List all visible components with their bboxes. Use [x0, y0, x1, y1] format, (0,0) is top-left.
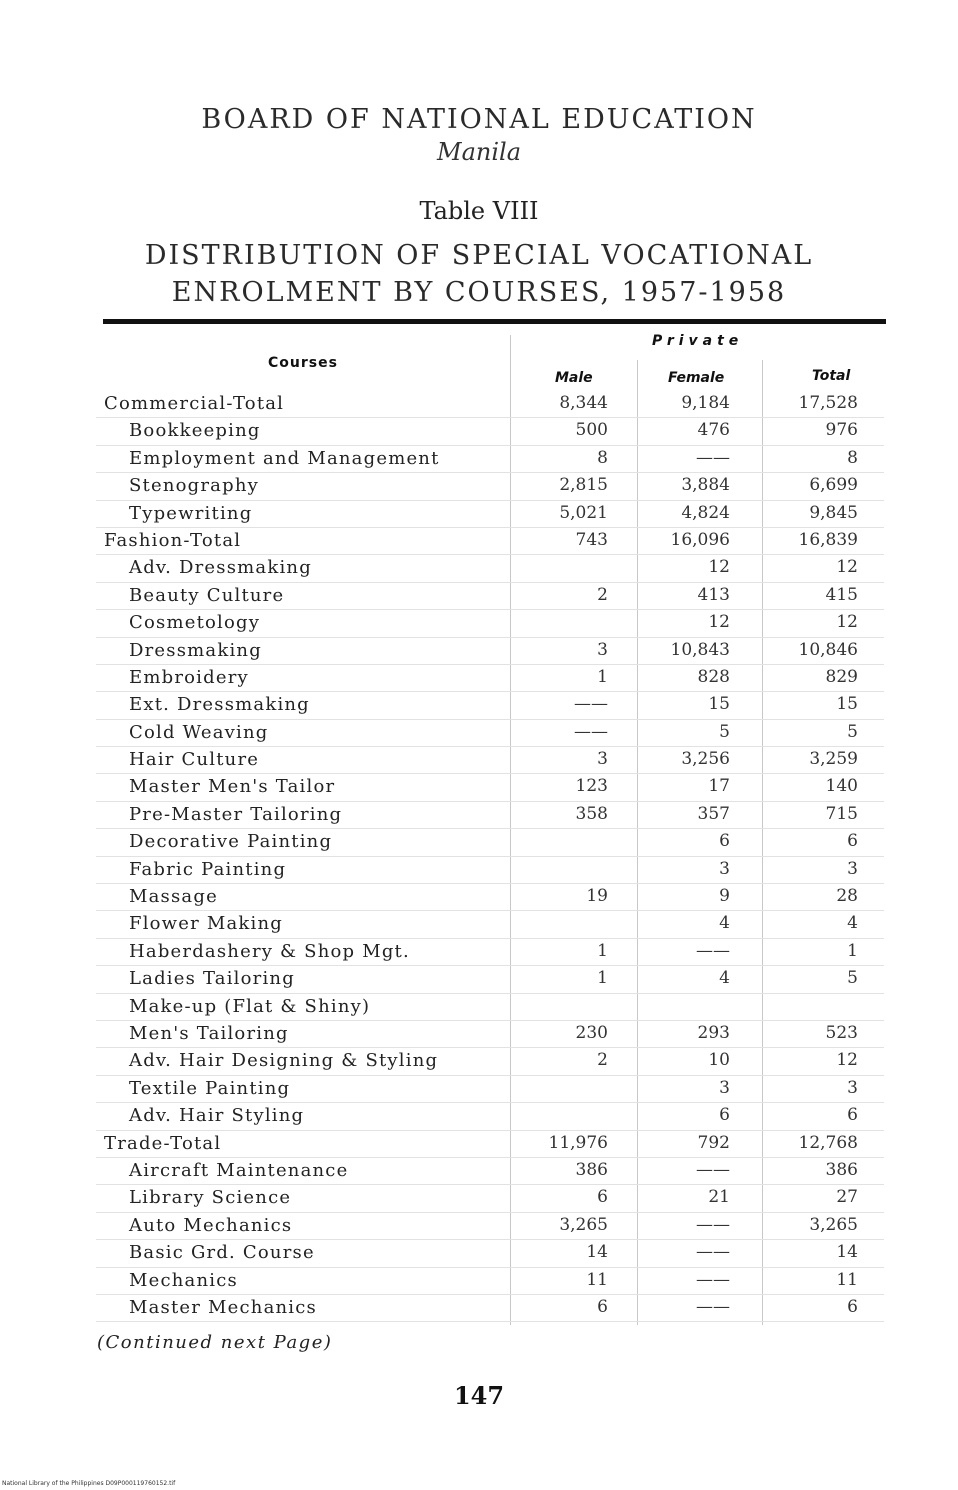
total-value: 12: [836, 1050, 858, 1071]
female-value: 4: [719, 968, 730, 989]
total-value: 415: [825, 584, 858, 605]
total-value: 6: [847, 1296, 858, 1317]
male-value: 6: [597, 1187, 608, 1208]
page-number: 147: [453, 1381, 505, 1410]
total-value: 11: [836, 1269, 858, 1290]
table-row: [0, 802, 958, 829]
male-value: 358: [575, 803, 608, 824]
column-group-private: Private: [652, 333, 744, 349]
male-value: 3: [597, 749, 608, 770]
female-value: 16,096: [670, 529, 730, 550]
total-value: 6,699: [809, 475, 858, 496]
total-value: 8: [847, 447, 858, 468]
course-name: Library Science: [129, 1187, 292, 1209]
total-value: 9,845: [809, 502, 858, 523]
city-subheading: Manila: [437, 138, 521, 166]
male-value: 19: [586, 886, 608, 907]
female-value: ——: [696, 1159, 730, 1180]
female-value: 3,256: [681, 749, 730, 770]
total-value: 386: [825, 1159, 858, 1180]
course-name: Trade-Total: [104, 1132, 222, 1154]
male-value: ——: [574, 694, 608, 715]
row-divider: [96, 1321, 884, 1322]
total-value: 12: [836, 612, 858, 633]
total-value: 3,259: [809, 749, 858, 770]
total-value: 140: [825, 776, 858, 797]
scan-credit: National Library of the Philippines D09P000119760152.tif: [2, 1480, 176, 1487]
table-row: [0, 1295, 958, 1322]
table-row: [0, 1048, 958, 1075]
table-number: Table VIII: [419, 197, 539, 225]
male-value: 1: [597, 666, 608, 687]
course-name: Massage: [129, 886, 218, 908]
male-value: 230: [575, 1022, 608, 1043]
course-name: Auto Mechanics: [129, 1214, 293, 1236]
total-value: 28: [836, 886, 858, 907]
table-row: [0, 446, 958, 473]
total-value: 3: [847, 858, 858, 879]
female-value: 357: [697, 803, 730, 824]
table-row: [0, 720, 958, 747]
enrolment-table: [0, 391, 958, 1322]
course-name: Dressmaking: [129, 639, 262, 661]
table-row: [0, 418, 958, 445]
course-name: Cold Weaving: [129, 721, 269, 743]
course-name: Adv. Hair Designing & Styling: [129, 1050, 439, 1072]
table-row: [0, 747, 958, 774]
male-value: 5,021: [559, 502, 608, 523]
table-row: [0, 1268, 958, 1295]
total-value: 12,768: [798, 1132, 858, 1153]
total-value: 27: [836, 1187, 858, 1208]
course-name: Aircraft Maintenance: [129, 1159, 349, 1181]
table-row: [0, 966, 958, 993]
total-value: 5: [847, 968, 858, 989]
course-name: Hair Culture: [129, 749, 260, 771]
female-value: 476: [697, 420, 730, 441]
table-row: [0, 391, 958, 418]
total-value: 3: [847, 1077, 858, 1098]
female-value: 12: [708, 612, 730, 633]
female-value: 6: [719, 831, 730, 852]
total-value: 5: [847, 721, 858, 742]
course-name: Bookkeeping: [129, 420, 261, 442]
female-value: ——: [696, 940, 730, 961]
course-name: Decorative Painting: [129, 831, 333, 853]
course-name: Stenography: [129, 475, 259, 497]
column-header-courses: Courses: [268, 355, 338, 371]
table-row: [0, 610, 958, 637]
female-value: 828: [697, 666, 730, 687]
male-value: ——: [574, 721, 608, 742]
male-value: 1: [597, 940, 608, 961]
table-row: [0, 1158, 958, 1185]
course-name: Adv. Dressmaking: [129, 557, 312, 579]
table-row: [0, 857, 958, 884]
female-value: ——: [696, 447, 730, 468]
course-name: Beauty Culture: [129, 584, 285, 606]
male-value: 8,344: [559, 393, 608, 413]
male-value: 1: [597, 968, 608, 989]
course-name: Ladies Tailoring: [129, 968, 295, 990]
board-heading: BOARD OF NATIONAL EDUCATION: [201, 104, 757, 135]
female-value: 10,843: [670, 639, 730, 660]
course-name: Make-up (Flat & Shiny): [129, 995, 371, 1017]
total-value: 976: [825, 420, 858, 441]
column-header-male: Male: [555, 370, 593, 386]
male-value: 11: [586, 1269, 608, 1290]
course-name: Basic Grd. Course: [129, 1242, 315, 1264]
female-value: 413: [697, 584, 730, 605]
female-value: 3: [719, 858, 730, 879]
table-row: [0, 884, 958, 911]
course-name: Men's Tailoring: [129, 1022, 289, 1044]
table-row: [0, 638, 958, 665]
course-name: Ext. Dressmaking: [129, 694, 310, 716]
course-name: Adv. Hair Styling: [129, 1105, 305, 1127]
male-value: 6: [597, 1296, 608, 1317]
male-value: 743: [575, 529, 608, 550]
continued-note: (Continued next Page): [97, 1332, 333, 1353]
course-name: Pre-Master Tailoring: [129, 803, 343, 825]
table-row: [0, 829, 958, 856]
total-value: 6: [847, 1105, 858, 1126]
table-row: [0, 473, 958, 500]
course-name: Embroidery: [129, 666, 249, 688]
male-value: 386: [575, 1159, 608, 1180]
female-value: ——: [696, 1214, 730, 1235]
total-value: 16,839: [798, 529, 858, 550]
male-value: 123: [575, 776, 608, 797]
female-value: 21: [708, 1187, 730, 1208]
course-name: Flower Making: [129, 913, 284, 935]
female-value: ——: [696, 1242, 730, 1263]
column-header-total: Total: [812, 368, 851, 384]
female-value: 293: [697, 1022, 730, 1043]
course-name: Master Men's Tailor: [129, 776, 336, 798]
table-row: [0, 1240, 958, 1267]
male-value: 2: [597, 584, 608, 605]
total-value: 3,265: [809, 1214, 858, 1235]
course-name: Mechanics: [129, 1269, 238, 1291]
course-name: Commercial-Total: [104, 393, 285, 414]
male-value: 3,265: [559, 1214, 608, 1235]
total-value: 12: [836, 557, 858, 578]
header-rule: [103, 319, 886, 324]
course-name: Fashion-Total: [104, 529, 242, 551]
course-name: Textile Painting: [129, 1077, 291, 1099]
table-row: [0, 1131, 958, 1158]
total-value: 17,528: [798, 393, 858, 413]
female-value: ——: [696, 1269, 730, 1290]
female-value: 3: [719, 1077, 730, 1098]
total-value: 1: [847, 940, 858, 961]
total-value: 829: [825, 666, 858, 687]
column-header-female: Female: [668, 370, 725, 386]
table-row: [0, 528, 958, 555]
table-row: [0, 583, 958, 610]
table-row: [0, 1103, 958, 1130]
table-row: [0, 1021, 958, 1048]
female-value: ——: [696, 1296, 730, 1317]
table-row: [0, 1185, 958, 1212]
male-value: 11,976: [548, 1132, 608, 1153]
course-name: Haberdashery & Shop Mgt.: [129, 940, 410, 962]
female-value: 4: [719, 913, 730, 934]
female-value: 3,884: [681, 475, 730, 496]
table-row: [0, 939, 958, 966]
table-row: [0, 1076, 958, 1103]
table-row: [0, 692, 958, 719]
table-row: [0, 911, 958, 938]
table-row: [0, 994, 958, 1021]
male-value: 500: [575, 420, 608, 441]
course-name: Master Mechanics: [129, 1296, 317, 1318]
male-value: 2,815: [559, 475, 608, 496]
male-value: 2: [597, 1050, 608, 1071]
female-value: 12: [708, 557, 730, 578]
male-value: 14: [586, 1242, 608, 1263]
table-title-line1: DISTRIBUTION OF SPECIAL VOCATIONAL: [144, 240, 814, 271]
table-row: [0, 665, 958, 692]
male-value: 8: [597, 447, 608, 468]
female-value: 5: [719, 721, 730, 742]
male-value: 3: [597, 639, 608, 660]
table-row: [0, 1213, 958, 1240]
table-row: [0, 555, 958, 582]
total-value: 10,846: [798, 639, 858, 660]
female-value: 6: [719, 1105, 730, 1126]
female-value: 9,184: [681, 393, 730, 413]
total-value: 15: [836, 694, 858, 715]
total-value: 4: [847, 913, 858, 934]
course-name: Fabric Painting: [129, 858, 287, 880]
course-name: Employment and Management: [129, 447, 440, 469]
female-value: 10: [708, 1050, 730, 1071]
total-value: 14: [836, 1242, 858, 1263]
total-value: 523: [825, 1022, 858, 1043]
course-name: Cosmetology: [129, 612, 261, 634]
total-value: 715: [825, 803, 858, 824]
table-title-line2: ENROLMENT BY COURSES, 1957-1958: [171, 277, 787, 308]
total-value: 6: [847, 831, 858, 852]
course-name: Typewriting: [129, 502, 253, 524]
table-row: [0, 774, 958, 801]
female-value: 17: [708, 776, 730, 797]
female-value: 15: [708, 694, 730, 715]
female-value: 4,824: [681, 502, 730, 523]
female-value: 792: [697, 1132, 730, 1153]
table-row: [0, 501, 958, 528]
female-value: 9: [719, 886, 730, 907]
